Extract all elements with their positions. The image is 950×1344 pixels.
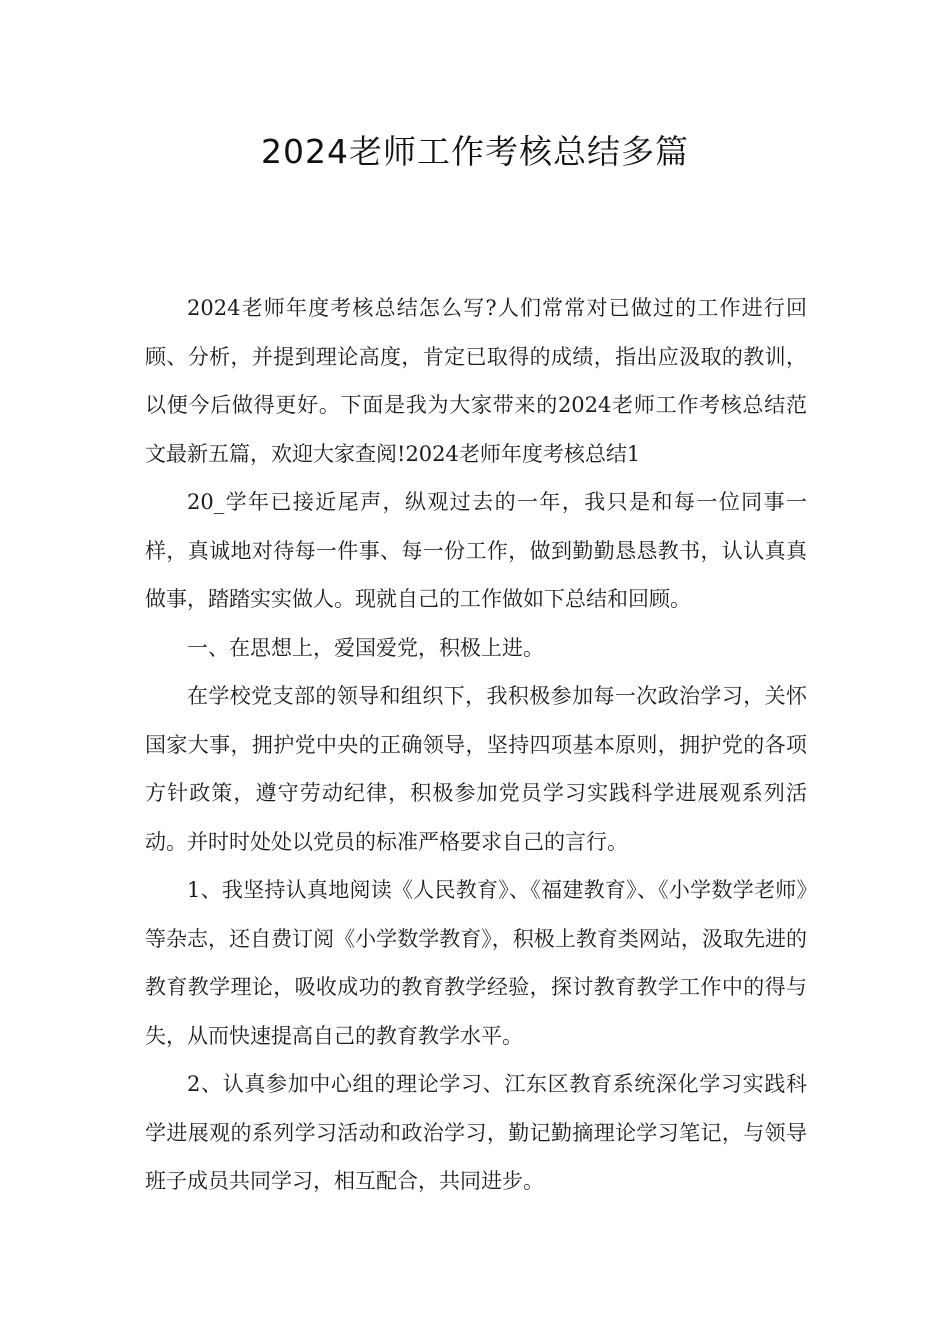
paragraph-party-study: 在学校党支部的领导和组织下，我积极参加每一次政治学习，关怀国家大事，拥护党中央的正确领导，坚持四项基本原则，拥护党的各项方针政策，遵守劳动纪律，积极参加党员学习实践科学进展观系列活动。并时时处处以党员的标准严格要求自己的言行。 (145, 684, 807, 854)
document-body (145, 284, 807, 1206)
paragraph-overview: 20_学年已接近尾声，纵观过去的一年，我只是和每一位同事一样，真诚地对待每一件事、每一份工作，做到勤勤恳恳教书，认认真真做事，踏踏实实做人。现就自己的工作做如下总结和回顾。 (145, 490, 807, 611)
paragraph-intro: 2024老师年度考核总结怎么写?人们常常对已做过的工作进行回顾、分析，并提到理论高度，肯定已取得的成绩，指出应汲取的教训，以便今后做得更好。下面是我为大家带来的2024老师工作考核总结范文最新五篇，欢迎大家查阅!2024老师年度考核总结1 (145, 296, 807, 466)
paragraph-item-1: 1、我坚持认真地阅读《人民教育》、《福建教育》、《小学数学老师》等杂志，还自费订阅《小学数学教育》，积极上教育类网站，汲取先进的教育教学理论，吸收成功的教育教学经验，探讨教育教学工作中的得与失，从而快速提高自己的教育教学水平。 (145, 878, 807, 1048)
paragraph-item-2: 2、认真参加中心组的理论学习、江东区教育系统深化学习实践科学进展观的系列学习活动和政治学习，勤记勤摘理论学习笔记，与领导班子成员共同学习，相互配合，共同进步。 (145, 1072, 807, 1193)
section-heading-thought: 一、在思想上，爱国爱党，积极上进。 (187, 635, 544, 660)
document-title: 2024老师工作考核总结多篇 (261, 132, 689, 171)
